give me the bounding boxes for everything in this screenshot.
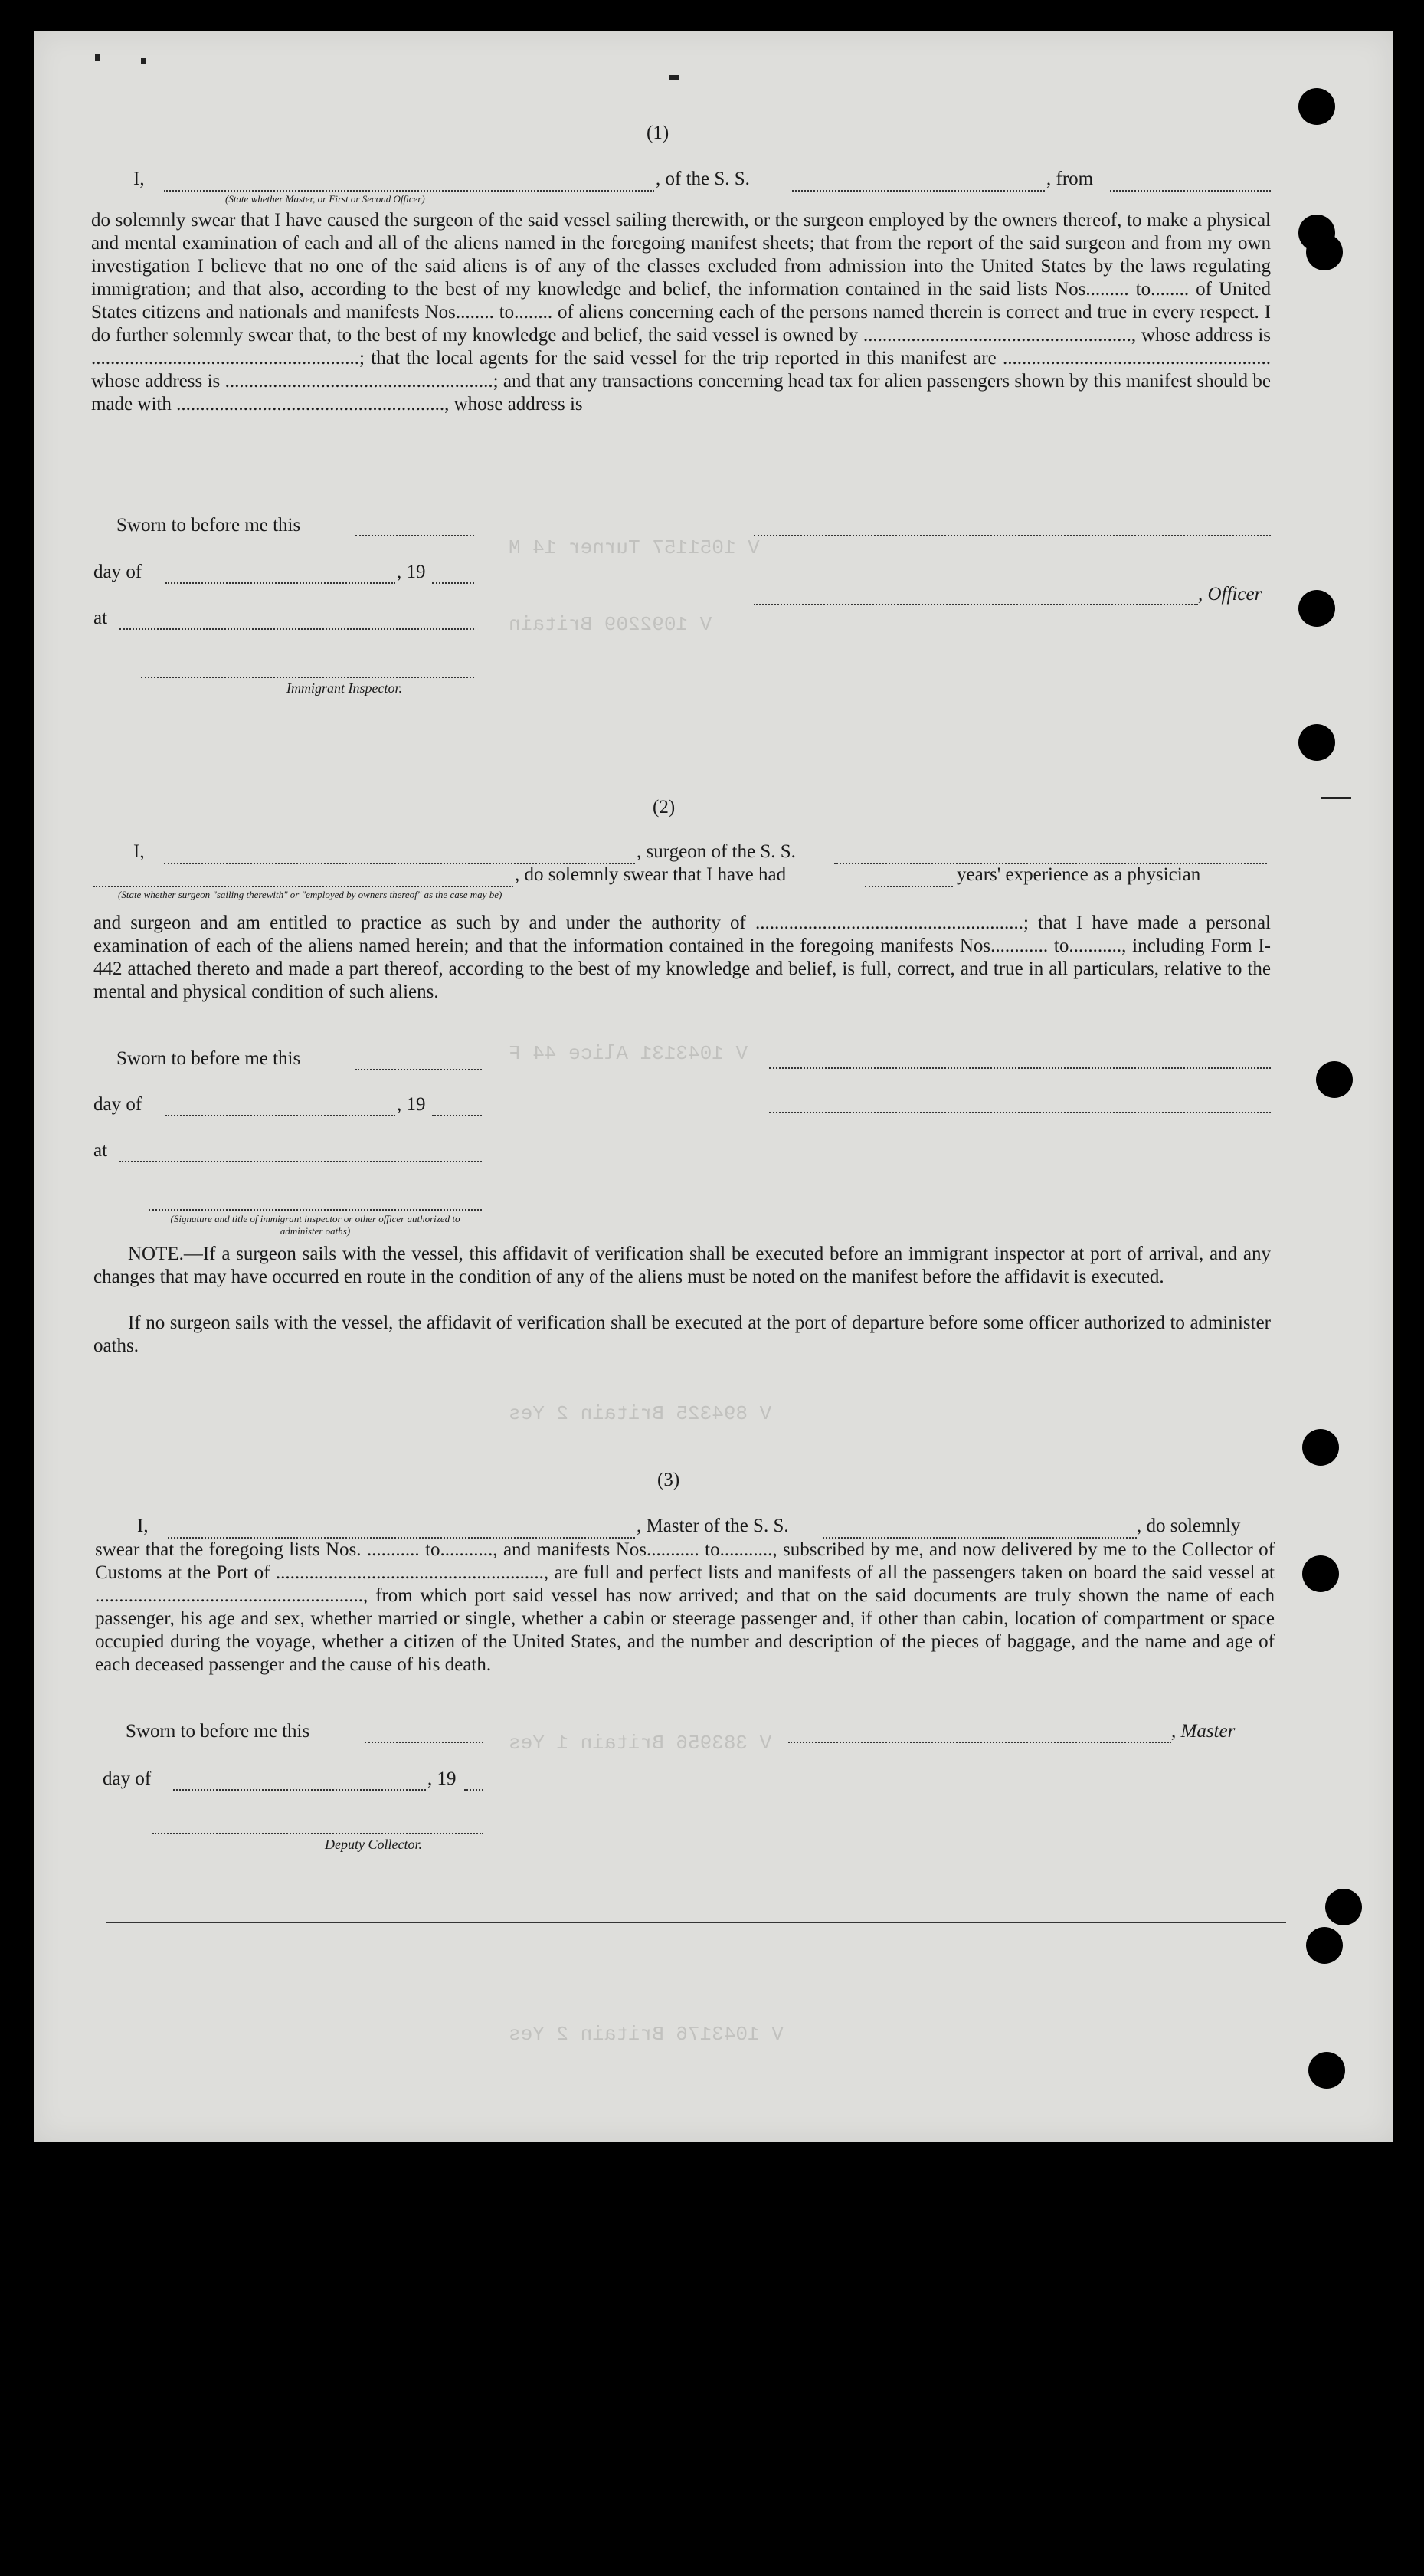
bleed-through: V 1092209 Britain [509, 613, 712, 636]
punch-hole [1298, 88, 1335, 125]
section3-year-line [464, 1789, 483, 1791]
section3-master-line [788, 1742, 1171, 1743]
section3-day-line [173, 1789, 426, 1791]
section2-note-departure: If no surgeon sails with the vessel, the affidavit of verification shall be executed at the port of departure before some officer authorized to administer oaths. [93, 1313, 1271, 1356]
section1-officer-label: , Officer [1198, 584, 1262, 605]
section2-day-label: day of [93, 1094, 142, 1115]
section2-officer-line [769, 1112, 1271, 1113]
bleed-through: V 1051157 Turner 14 M [509, 536, 760, 559]
section1-oath-body: do solemnly swear that I have caused the surgeon of the said vessel sailing therewith, or the surgeon employed by the owners thereof, to make a physical and mental examination of each and all of the aliens named in the foregoing manifest sheets; that from the report of the said surgeon and from my own investigation I believe that no one of the said aliens is of any of the classes excluded from admission into the United States by the laws regulating immigration; and that also, according to the best of my knowledge and belief, the information contained in the said lists Nos......... to........ of United States citizens and nationals and manifests Nos........ to........ of aliens concerning each of the persons named therein is correct and true in every respect. I do further solemnly swear that, to the best of my knowledge and belief, the said vessel is owned by ........................................................, whose address is ........................................................; that the local agents for the said vessel for the trip reported in this manifest are ........................................................ whose address is ........................................................; and that any transactions concerning head tax for alien passengers shown by this manifest should be made with ........................................................, whose address is [91, 210, 1271, 415]
bleed-through: V 383956 Britain 1 Yes [509, 1732, 772, 1755]
section2-years-line [865, 886, 953, 887]
printer-mark [141, 58, 146, 64]
section1-officer-line [754, 604, 1198, 605]
section2-i-label: I, [133, 841, 145, 862]
section1-day-label: day of [93, 562, 142, 582]
section3-day-label: day of [103, 1768, 152, 1789]
punch-hole [1302, 1555, 1339, 1592]
printer-mark [1321, 797, 1351, 799]
section1-from-label: , from [1046, 169, 1094, 189]
section1-ss-label: , of the S. S. [656, 169, 750, 189]
punch-hole [1308, 2052, 1345, 2089]
section2-oath-body: and surgeon and am entitled to practice as such by and under the authority of ........................................................; that I have made a personal examination of each of the aliens named herein; and that the information contained in the foregoing manifests Nos............ to..........., including Form I-442 attached thereto and made a part thereof, according to the best of my knowledge and belief, is full, correct, and true in all particulars, relative to the mental and physical condition of such aliens. [93, 913, 1271, 1002]
section3-oath-body: swear that the foregoing lists Nos. ........... to..........., and manifests Nos........... to..........., subscribed by me, and now delivered by me to the Collector of Customs at the Port of ........................................................, are full and perfect lists and manifests of all the passengers taken on board the said vessel at ........................................................, from which port said vessel has now arrived; and that on the said documents are truly shown the name of each passenger, his age and sex, whether married or single, whether a cabin or steerage passenger and, if other than cabin, location of compartment or space occupied during the voyage, whether a citizen of the United States, and the number and description of the pieces of baggage, and the name and age of each deceased passenger and the cause of his death. [95, 1539, 1275, 1675]
section2-signature-line [769, 1067, 1271, 1069]
punch-hole [1316, 1061, 1353, 1098]
printer-mark [95, 54, 100, 61]
section3-master-of-label: , Master of the S. S. [637, 1516, 789, 1536]
section1-year-label: , 19 [397, 562, 426, 582]
section1-officer-caption: (State whether Master, or First or Second Officer) [225, 193, 425, 205]
section1-day-line [165, 582, 395, 584]
punch-hole [1306, 1927, 1343, 1964]
section2-sworn-label: Sworn to before me this [116, 1048, 301, 1069]
punch-hole [1298, 590, 1335, 627]
section3-sworn-label: Sworn to before me this [126, 1721, 310, 1742]
section2-years-label: years' experience as a physician [957, 864, 1201, 885]
section3-sworn-line [365, 1742, 483, 1743]
manifest-sheet [34, 31, 1393, 2142]
section1-sworn-label: Sworn to before me this [116, 515, 301, 536]
section2-inspector-line [149, 1209, 482, 1211]
printer-mark [669, 75, 679, 80]
section2-day-line [165, 1115, 395, 1116]
section1-signature-line [754, 535, 1271, 536]
section1-inspector-line [141, 677, 474, 678]
section2-year-line [432, 1115, 482, 1116]
section1-number: (1) [647, 123, 669, 143]
section1-officer-name-line [164, 190, 654, 192]
section3-swear-label: , do solemnly [1137, 1516, 1241, 1536]
section2-sworn-line [355, 1069, 482, 1070]
punch-hole [1298, 724, 1335, 761]
section3-collector-line [152, 1833, 483, 1834]
section1-sworn-line [355, 535, 474, 536]
section3-master-label: , Master [1171, 1721, 1236, 1742]
section1-i-label: I, [133, 169, 145, 189]
section2-at-line [119, 1161, 482, 1162]
bleed-through: V 894325 Britain 2 Yes [509, 1402, 772, 1425]
section2-at-label: at [93, 1140, 108, 1161]
section3-collector-caption: Deputy Collector. [325, 1837, 422, 1852]
section1-at-line [119, 628, 474, 630]
section2-number: (2) [653, 797, 676, 818]
section1-year-line [432, 582, 474, 584]
section3-year-label: , 19 [427, 1768, 457, 1789]
punch-hole [1325, 1889, 1362, 1925]
section1-inspector-caption: Immigrant Inspector. [286, 680, 402, 696]
section2-swear-label: , do solemnly swear that I have had [515, 864, 787, 885]
section2-surgeon-label: , surgeon of the S. S. [637, 841, 796, 862]
section1-vessel-line [792, 190, 1045, 192]
section2-note: NOTE.—If a surgeon sails with the vessel, this affidavit of verification shall be executed before an immigrant inspector at port of arrival, and any changes that may have occurred en route in the condition of any of the aliens must be noted on the manifest before the affidavit is executed. [93, 1244, 1271, 1287]
punch-hole [1302, 1429, 1339, 1466]
section2-year-label: , 19 [397, 1094, 426, 1115]
section3-i-label: I, [137, 1516, 149, 1536]
section3-number: (3) [657, 1470, 680, 1490]
bleed-through: V 1043131 Alice 44 F [509, 1042, 748, 1065]
section1-from-line [1110, 190, 1271, 192]
bleed-through: V 1043176 Britain 2 Yes [509, 2023, 784, 2046]
section2-capacity-caption: (State whether surgeon "sailing therewith" or "employed by owners thereof" as the case may be) [118, 889, 502, 900]
punch-hole [1306, 234, 1343, 270]
section2-inspector-caption: (Signature and title of immigrant inspector or other officer authorized to administer oaths) [170, 1213, 460, 1237]
section1-at-label: at [93, 608, 108, 628]
section2-capacity-line [93, 886, 513, 887]
bottom-rule [106, 1922, 1286, 1923]
